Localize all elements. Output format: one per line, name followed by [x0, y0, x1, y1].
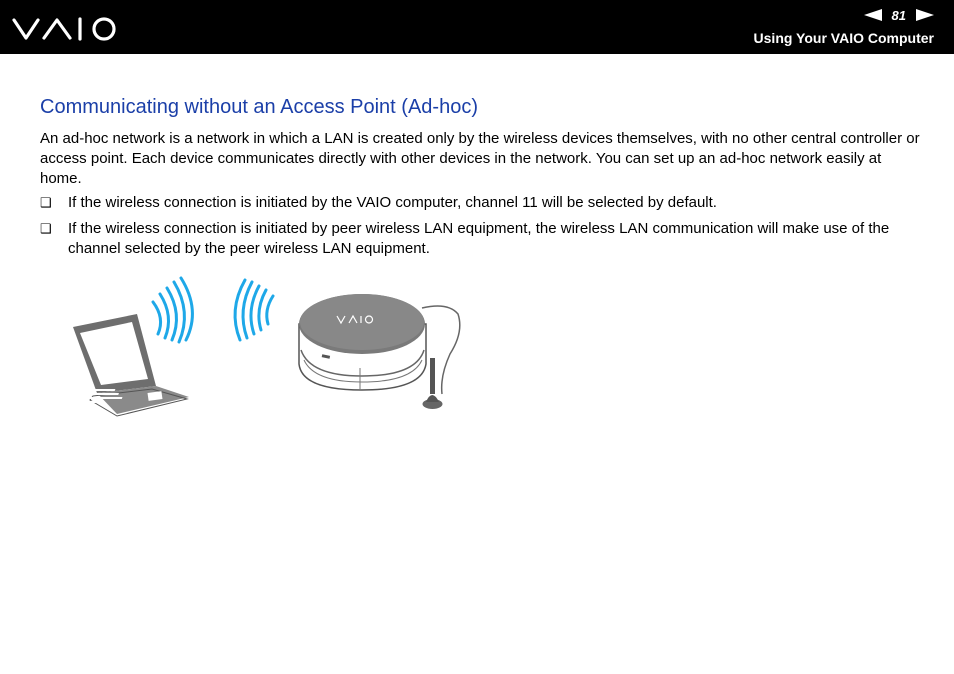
wireless-waves-icon [153, 278, 192, 342]
triangle-right-icon[interactable] [916, 9, 934, 21]
vaio-logo [12, 14, 122, 44]
bullet-text: If the wireless connection is initiated by the VAIO computer, channel 11 will be selected by default. [68, 194, 717, 211]
checkbox-bullet-icon: ❑ [40, 195, 52, 210]
bullet-list [40, 193, 920, 265]
adhoc-network-illustration [70, 272, 470, 418]
list-item [40, 193, 920, 213]
page-header [0, 0, 954, 56]
laptop-icon [70, 314, 189, 416]
bullet-text: If the wireless connection is initiated by peer wireless LAN equipment, the wireless LAN communication will make use of the channel selected by the peer wireless LAN equipment. [68, 220, 890, 257]
list-item [40, 219, 920, 259]
checkbox-bullet-icon: ❑ [40, 221, 52, 236]
antenna-icon [422, 306, 460, 409]
wireless-waves-icon [235, 280, 273, 340]
page-title: Communicating without an Access Point (Ad-hoc) [40, 96, 478, 118]
page-navigator [864, 7, 934, 23]
section-title: Using Your VAIO Computer [753, 30, 934, 46]
intro-paragraph: An ad-hoc network is a network in which a LAN is created only by the wireless devices themselves, with no other central controller or access point. Each device communicates directly with other devices in the network. You can set up an ad-hoc network easily at home. [40, 130, 920, 187]
triangle-left-icon[interactable] [864, 9, 882, 21]
page-number: 81 [891, 7, 906, 23]
wireless-lan-device-icon [299, 294, 426, 390]
